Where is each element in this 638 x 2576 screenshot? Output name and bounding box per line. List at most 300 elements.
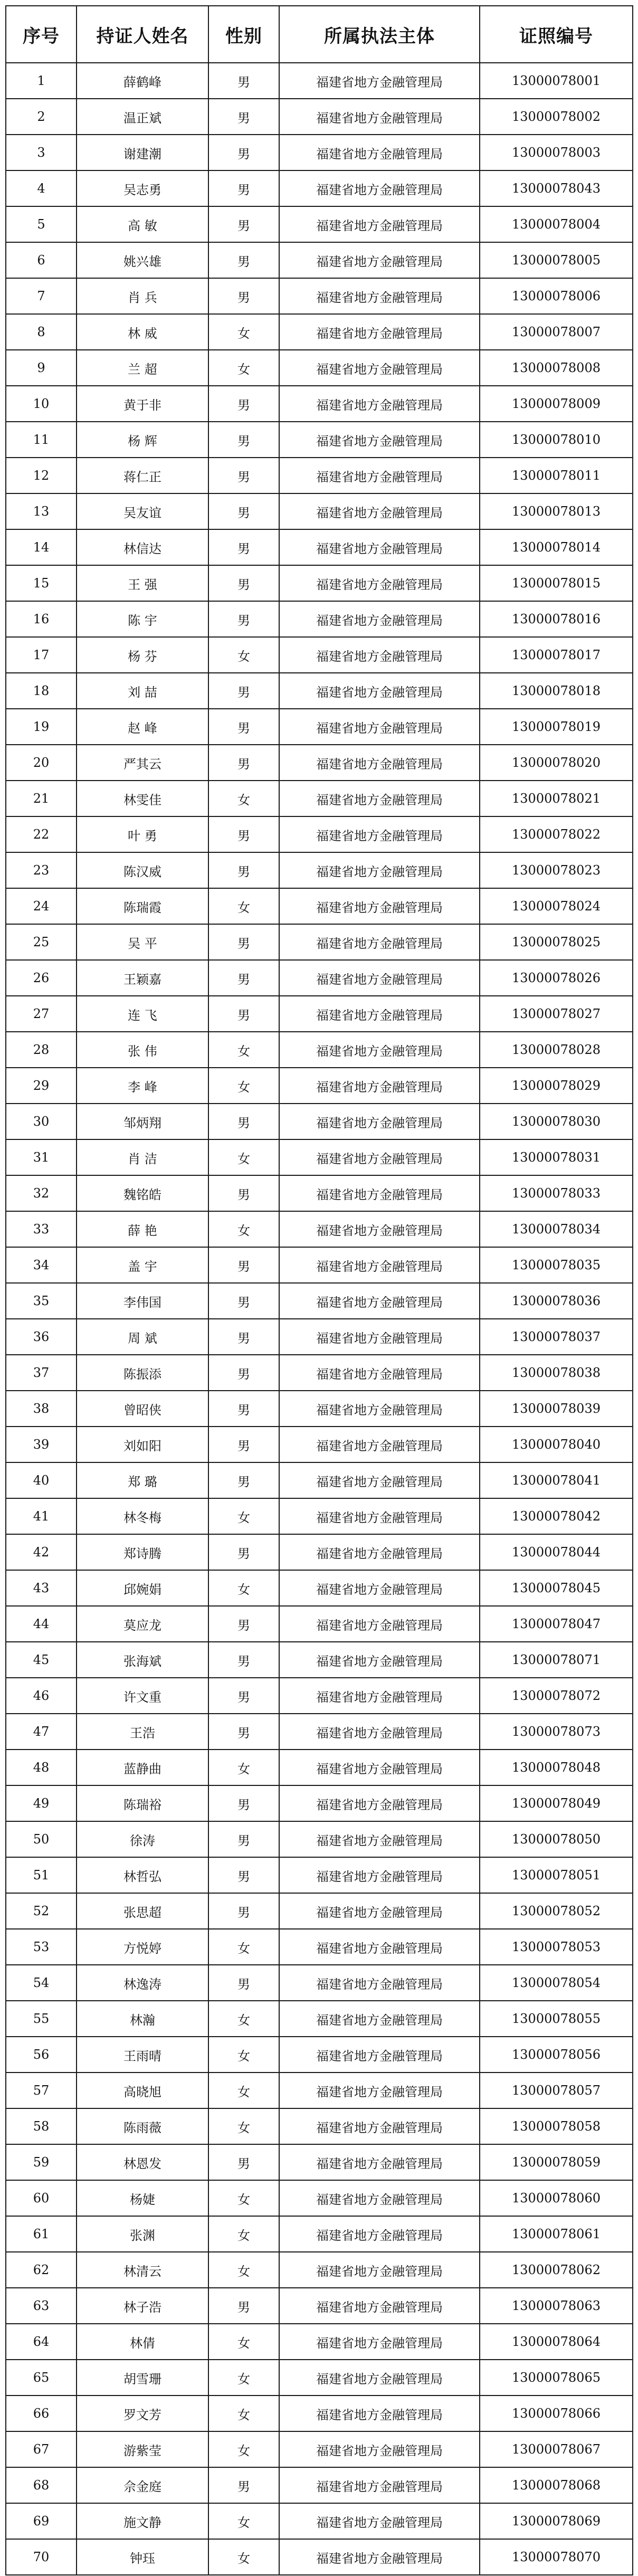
cell-certificate-number: 13000078038 bbox=[480, 1355, 633, 1391]
cell-holder-name: 林清云 bbox=[77, 2252, 208, 2288]
table-row bbox=[6, 1104, 633, 1139]
cell-serial-number: 21 bbox=[6, 781, 77, 816]
table-row bbox=[6, 565, 633, 601]
cell-gender: 男 bbox=[208, 1785, 279, 1821]
cell-holder-name: 胡雪珊 bbox=[77, 2360, 208, 2396]
cell-gender: 女 bbox=[208, 1139, 279, 1175]
cell-enforcement-body: 福建省地方金融管理局 bbox=[279, 1427, 480, 1462]
cell-serial-number: 35 bbox=[6, 1283, 77, 1319]
cell-certificate-number: 13000078068 bbox=[480, 2467, 633, 2503]
cell-certificate-number: 13000078047 bbox=[480, 1606, 633, 1642]
document-page bbox=[5, 5, 632, 2575]
cell-holder-name: 盖 宇 bbox=[77, 1247, 208, 1283]
cell-gender: 女 bbox=[208, 781, 279, 816]
cell-holder-name: 李 峰 bbox=[77, 1068, 208, 1104]
cell-holder-name: 刘 喆 bbox=[77, 673, 208, 709]
cell-serial-number: 70 bbox=[6, 2539, 77, 2575]
cell-gender: 男 bbox=[208, 1857, 279, 1893]
cell-certificate-number: 13000078054 bbox=[480, 1965, 633, 2001]
cell-certificate-number: 13000078007 bbox=[480, 314, 633, 350]
cell-certificate-number: 13000078001 bbox=[480, 63, 633, 99]
cell-certificate-number: 13000078065 bbox=[480, 2360, 633, 2396]
table-row bbox=[6, 2288, 633, 2324]
cell-gender: 男 bbox=[208, 386, 279, 422]
cell-holder-name: 徐涛 bbox=[77, 1821, 208, 1857]
cell-gender: 女 bbox=[208, 2324, 279, 2360]
cell-gender: 男 bbox=[208, 99, 279, 135]
cell-holder-name: 叶 勇 bbox=[77, 816, 208, 852]
cell-enforcement-body: 福建省地方金融管理局 bbox=[279, 242, 480, 278]
cell-serial-number: 43 bbox=[6, 1570, 77, 1606]
cell-holder-name: 林恩发 bbox=[77, 2144, 208, 2180]
cell-certificate-number: 13000078039 bbox=[480, 1391, 633, 1427]
cell-enforcement-body: 福建省地方金融管理局 bbox=[279, 1606, 480, 1642]
cell-holder-name: 肖 兵 bbox=[77, 278, 208, 314]
cell-enforcement-body: 福建省地方金融管理局 bbox=[279, 745, 480, 781]
cell-serial-number: 13 bbox=[6, 493, 77, 529]
table-row bbox=[6, 2539, 633, 2575]
cell-gender: 男 bbox=[208, 2467, 279, 2503]
cell-gender: 男 bbox=[208, 206, 279, 242]
cell-enforcement-body: 福建省地方金融管理局 bbox=[279, 1785, 480, 1821]
table-row bbox=[6, 781, 633, 816]
cell-holder-name: 谢建潮 bbox=[77, 135, 208, 170]
cell-holder-name: 张海斌 bbox=[77, 1642, 208, 1678]
table-row bbox=[6, 2144, 633, 2180]
table-row bbox=[6, 99, 633, 135]
cell-holder-name: 林 威 bbox=[77, 314, 208, 350]
table-row bbox=[6, 1175, 633, 1211]
table-row bbox=[6, 493, 633, 529]
cell-certificate-number: 13000078045 bbox=[480, 1570, 633, 1606]
cell-enforcement-body: 福建省地方金融管理局 bbox=[279, 1068, 480, 1104]
cell-holder-name: 陈汉威 bbox=[77, 852, 208, 888]
cell-certificate-number: 13000078013 bbox=[480, 493, 633, 529]
cell-holder-name: 钟珏 bbox=[77, 2539, 208, 2575]
cell-certificate-number: 13000078036 bbox=[480, 1283, 633, 1319]
cell-serial-number: 15 bbox=[6, 565, 77, 601]
cell-certificate-number: 13000078003 bbox=[480, 135, 633, 170]
cell-certificate-number: 13000078051 bbox=[480, 1857, 633, 1893]
cell-holder-name: 张思超 bbox=[77, 1893, 208, 1929]
cell-enforcement-body: 福建省地方金融管理局 bbox=[279, 2144, 480, 2180]
cell-gender: 男 bbox=[208, 1175, 279, 1211]
cell-serial-number: 50 bbox=[6, 1821, 77, 1857]
cell-holder-name: 高晓旭 bbox=[77, 2073, 208, 2108]
cell-certificate-number: 13000078070 bbox=[480, 2539, 633, 2575]
cell-serial-number: 61 bbox=[6, 2216, 77, 2252]
cell-enforcement-body: 福建省地方金融管理局 bbox=[279, 1965, 480, 2001]
cell-gender: 男 bbox=[208, 960, 279, 996]
cell-gender: 女 bbox=[208, 1068, 279, 1104]
cell-serial-number: 67 bbox=[6, 2431, 77, 2467]
cell-serial-number: 9 bbox=[6, 350, 77, 386]
cell-gender: 男 bbox=[208, 996, 279, 1032]
cell-enforcement-body: 福建省地方金融管理局 bbox=[279, 206, 480, 242]
cell-gender: 男 bbox=[208, 529, 279, 565]
cell-serial-number: 19 bbox=[6, 709, 77, 745]
cell-gender: 男 bbox=[208, 2144, 279, 2180]
cell-certificate-number: 13000078048 bbox=[480, 1750, 633, 1785]
cell-gender: 女 bbox=[208, 2360, 279, 2396]
cell-gender: 女 bbox=[208, 1498, 279, 1534]
table-row bbox=[6, 996, 633, 1032]
cell-enforcement-body: 福建省地方金融管理局 bbox=[279, 2180, 480, 2216]
cell-gender: 男 bbox=[208, 1678, 279, 1714]
cell-holder-name: 王浩 bbox=[77, 1714, 208, 1750]
table-row bbox=[6, 2431, 633, 2467]
cell-holder-name: 赵 峰 bbox=[77, 709, 208, 745]
cell-certificate-number: 13000078072 bbox=[480, 1678, 633, 1714]
cell-enforcement-body: 福建省地方金融管理局 bbox=[279, 816, 480, 852]
cell-serial-number: 38 bbox=[6, 1391, 77, 1427]
cell-enforcement-body: 福建省地方金融管理局 bbox=[279, 1391, 480, 1427]
cell-gender: 男 bbox=[208, 1462, 279, 1498]
cell-gender: 男 bbox=[208, 601, 279, 637]
cell-enforcement-body: 福建省地方金融管理局 bbox=[279, 2396, 480, 2431]
cell-serial-number: 51 bbox=[6, 1857, 77, 1893]
cell-enforcement-body: 福建省地方金融管理局 bbox=[279, 1929, 480, 1965]
table-row bbox=[6, 2001, 633, 2037]
cell-certificate-number: 13000078008 bbox=[480, 350, 633, 386]
cell-gender: 男 bbox=[208, 493, 279, 529]
cell-enforcement-body: 福建省地方金融管理局 bbox=[279, 386, 480, 422]
cell-serial-number: 22 bbox=[6, 816, 77, 852]
cell-holder-name: 林冬梅 bbox=[77, 1498, 208, 1534]
cell-gender: 女 bbox=[208, 2108, 279, 2144]
cell-holder-name: 黄于非 bbox=[77, 386, 208, 422]
cell-gender: 女 bbox=[208, 1032, 279, 1068]
cell-certificate-number: 13000078030 bbox=[480, 1104, 633, 1139]
cell-gender: 男 bbox=[208, 422, 279, 458]
cell-certificate-number: 13000078040 bbox=[480, 1427, 633, 1462]
table-row bbox=[6, 1068, 633, 1104]
table-row bbox=[6, 1606, 633, 1642]
table-row bbox=[6, 1893, 633, 1929]
cell-serial-number: 57 bbox=[6, 2073, 77, 2108]
cell-certificate-number: 13000078006 bbox=[480, 278, 633, 314]
cell-certificate-number: 13000078069 bbox=[480, 2503, 633, 2539]
table-row bbox=[6, 1570, 633, 1606]
cell-certificate-number: 13000078027 bbox=[480, 996, 633, 1032]
cell-holder-name: 林雯佳 bbox=[77, 781, 208, 816]
cell-gender: 女 bbox=[208, 888, 279, 924]
table-row bbox=[6, 386, 633, 422]
cell-certificate-number: 13000078053 bbox=[480, 1929, 633, 1965]
cell-gender: 男 bbox=[208, 1893, 279, 1929]
cell-holder-name: 兰 超 bbox=[77, 350, 208, 386]
cell-serial-number: 10 bbox=[6, 386, 77, 422]
cell-holder-name: 曾昭侠 bbox=[77, 1391, 208, 1427]
cell-holder-name: 吴 平 bbox=[77, 924, 208, 960]
cell-holder-name: 陈雨薇 bbox=[77, 2108, 208, 2144]
cell-enforcement-body: 福建省地方金融管理局 bbox=[279, 314, 480, 350]
header-enforcement-body: 所属执法主体 bbox=[279, 6, 480, 63]
cell-certificate-number: 13000078009 bbox=[480, 386, 633, 422]
cell-certificate-number: 13000078023 bbox=[480, 852, 633, 888]
table-row bbox=[6, 170, 633, 206]
header-row bbox=[6, 6, 633, 63]
cell-serial-number: 64 bbox=[6, 2324, 77, 2360]
cell-serial-number: 5 bbox=[6, 206, 77, 242]
cell-enforcement-body: 福建省地方金融管理局 bbox=[279, 637, 480, 673]
cell-holder-name: 许文重 bbox=[77, 1678, 208, 1714]
cell-serial-number: 59 bbox=[6, 2144, 77, 2180]
cell-enforcement-body: 福建省地方金融管理局 bbox=[279, 2216, 480, 2252]
cell-holder-name: 薛 艳 bbox=[77, 1211, 208, 1247]
table-row bbox=[6, 637, 633, 673]
cell-serial-number: 27 bbox=[6, 996, 77, 1032]
cell-serial-number: 2 bbox=[6, 99, 77, 135]
cell-enforcement-body: 福建省地方金融管理局 bbox=[279, 99, 480, 135]
table-row bbox=[6, 1785, 633, 1821]
cell-enforcement-body: 福建省地方金融管理局 bbox=[279, 565, 480, 601]
cell-enforcement-body: 福建省地方金融管理局 bbox=[279, 278, 480, 314]
cell-enforcement-body: 福建省地方金融管理局 bbox=[279, 1821, 480, 1857]
cell-enforcement-body: 福建省地方金融管理局 bbox=[279, 852, 480, 888]
cell-gender: 女 bbox=[208, 350, 279, 386]
table-row bbox=[6, 2216, 633, 2252]
cell-serial-number: 36 bbox=[6, 1319, 77, 1355]
certificate-holders-table bbox=[5, 5, 633, 2575]
cell-certificate-number: 13000078049 bbox=[480, 1785, 633, 1821]
header-holder-name: 持证人姓名 bbox=[77, 6, 208, 63]
cell-holder-name: 林瀚 bbox=[77, 2001, 208, 2037]
table-row bbox=[6, 2180, 633, 2216]
cell-certificate-number: 13000078010 bbox=[480, 422, 633, 458]
table-row bbox=[6, 1283, 633, 1319]
table-row bbox=[6, 314, 633, 350]
cell-serial-number: 69 bbox=[6, 2503, 77, 2539]
cell-enforcement-body: 福建省地方金融管理局 bbox=[279, 1714, 480, 1750]
cell-certificate-number: 13000078020 bbox=[480, 745, 633, 781]
cell-gender: 男 bbox=[208, 1714, 279, 1750]
table-row bbox=[6, 1965, 633, 2001]
cell-gender: 男 bbox=[208, 1642, 279, 1678]
cell-serial-number: 65 bbox=[6, 2360, 77, 2396]
cell-enforcement-body: 福建省地方金融管理局 bbox=[279, 1211, 480, 1247]
cell-enforcement-body: 福建省地方金融管理局 bbox=[279, 1678, 480, 1714]
cell-certificate-number: 13000078035 bbox=[480, 1247, 633, 1283]
cell-enforcement-body: 福建省地方金融管理局 bbox=[279, 2539, 480, 2575]
cell-enforcement-body: 福建省地方金融管理局 bbox=[279, 2503, 480, 2539]
cell-enforcement-body: 福建省地方金融管理局 bbox=[279, 1319, 480, 1355]
cell-gender: 男 bbox=[208, 170, 279, 206]
header-certificate-number: 证照编号 bbox=[480, 6, 633, 63]
table-row bbox=[6, 1355, 633, 1391]
cell-enforcement-body: 福建省地方金融管理局 bbox=[279, 2360, 480, 2396]
cell-holder-name: 王颖嘉 bbox=[77, 960, 208, 996]
table-row bbox=[6, 924, 633, 960]
table-row bbox=[6, 1032, 633, 1068]
cell-certificate-number: 13000078034 bbox=[480, 1211, 633, 1247]
cell-serial-number: 6 bbox=[6, 242, 77, 278]
cell-enforcement-body: 福建省地方金融管理局 bbox=[279, 1750, 480, 1785]
cell-holder-name: 蓝静曲 bbox=[77, 1750, 208, 1785]
cell-serial-number: 17 bbox=[6, 637, 77, 673]
cell-holder-name: 张渊 bbox=[77, 2216, 208, 2252]
cell-holder-name: 蒋仁正 bbox=[77, 458, 208, 493]
cell-enforcement-body: 福建省地方金融管理局 bbox=[279, 1462, 480, 1498]
cell-gender: 女 bbox=[208, 2216, 279, 2252]
cell-gender: 男 bbox=[208, 1104, 279, 1139]
cell-certificate-number: 13000078055 bbox=[480, 2001, 633, 2037]
cell-holder-name: 邹炳翔 bbox=[77, 1104, 208, 1139]
cell-enforcement-body: 福建省地方金融管理局 bbox=[279, 2431, 480, 2467]
cell-holder-name: 周 斌 bbox=[77, 1319, 208, 1355]
cell-gender: 男 bbox=[208, 1427, 279, 1462]
cell-enforcement-body: 福建省地方金融管理局 bbox=[279, 960, 480, 996]
cell-serial-number: 24 bbox=[6, 888, 77, 924]
cell-enforcement-body: 福建省地方金融管理局 bbox=[279, 2324, 480, 2360]
table-row bbox=[6, 1391, 633, 1427]
cell-enforcement-body: 福建省地方金融管理局 bbox=[279, 1893, 480, 1929]
table-header bbox=[6, 6, 633, 63]
cell-serial-number: 29 bbox=[6, 1068, 77, 1104]
cell-certificate-number: 13000078059 bbox=[480, 2144, 633, 2180]
cell-certificate-number: 13000078014 bbox=[480, 529, 633, 565]
table-row bbox=[6, 1642, 633, 1678]
cell-serial-number: 44 bbox=[6, 1606, 77, 1642]
cell-enforcement-body: 福建省地方金融管理局 bbox=[279, 350, 480, 386]
table-row bbox=[6, 458, 633, 493]
table-row bbox=[6, 422, 633, 458]
table-row bbox=[6, 63, 633, 99]
cell-serial-number: 54 bbox=[6, 1965, 77, 2001]
cell-holder-name: 施文静 bbox=[77, 2503, 208, 2539]
cell-holder-name: 李伟国 bbox=[77, 1283, 208, 1319]
table-row bbox=[6, 2073, 633, 2108]
cell-serial-number: 16 bbox=[6, 601, 77, 637]
cell-serial-number: 68 bbox=[6, 2467, 77, 2503]
cell-gender: 男 bbox=[208, 745, 279, 781]
cell-serial-number: 33 bbox=[6, 1211, 77, 1247]
cell-gender: 男 bbox=[208, 709, 279, 745]
table-row bbox=[6, 350, 633, 386]
cell-enforcement-body: 福建省地方金融管理局 bbox=[279, 458, 480, 493]
header-serial-number: 序号 bbox=[6, 6, 77, 63]
table-row bbox=[6, 135, 633, 170]
cell-holder-name: 陈 宇 bbox=[77, 601, 208, 637]
cell-certificate-number: 13000078067 bbox=[480, 2431, 633, 2467]
cell-gender: 男 bbox=[208, 2288, 279, 2324]
cell-gender: 女 bbox=[208, 1750, 279, 1785]
cell-enforcement-body: 福建省地方金融管理局 bbox=[279, 1175, 480, 1211]
table-body bbox=[6, 63, 633, 2575]
table-row bbox=[6, 852, 633, 888]
cell-certificate-number: 13000078050 bbox=[480, 1821, 633, 1857]
cell-gender: 女 bbox=[208, 637, 279, 673]
cell-enforcement-body: 福建省地方金融管理局 bbox=[279, 888, 480, 924]
cell-gender: 女 bbox=[208, 2539, 279, 2575]
cell-holder-name: 杨婕 bbox=[77, 2180, 208, 2216]
cell-holder-name: 林子浩 bbox=[77, 2288, 208, 2324]
cell-holder-name: 吴志勇 bbox=[77, 170, 208, 206]
cell-enforcement-body: 福建省地方金融管理局 bbox=[279, 2288, 480, 2324]
cell-holder-name: 薛鹤峰 bbox=[77, 63, 208, 99]
cell-certificate-number: 13000078060 bbox=[480, 2180, 633, 2216]
cell-holder-name: 郑 璐 bbox=[77, 1462, 208, 1498]
cell-gender: 男 bbox=[208, 924, 279, 960]
cell-serial-number: 48 bbox=[6, 1750, 77, 1785]
cell-serial-number: 11 bbox=[6, 422, 77, 458]
cell-gender: 女 bbox=[208, 2001, 279, 2037]
cell-holder-name: 杨 芬 bbox=[77, 637, 208, 673]
cell-holder-name: 陈振添 bbox=[77, 1355, 208, 1391]
cell-certificate-number: 13000078016 bbox=[480, 601, 633, 637]
cell-enforcement-body: 福建省地方金融管理局 bbox=[279, 1104, 480, 1139]
cell-holder-name: 佘金庭 bbox=[77, 2467, 208, 2503]
table-row bbox=[6, 1427, 633, 1462]
cell-enforcement-body: 福建省地方金融管理局 bbox=[279, 1247, 480, 1283]
cell-certificate-number: 13000078031 bbox=[480, 1139, 633, 1175]
cell-serial-number: 34 bbox=[6, 1247, 77, 1283]
cell-serial-number: 52 bbox=[6, 1893, 77, 1929]
cell-serial-number: 63 bbox=[6, 2288, 77, 2324]
cell-gender: 男 bbox=[208, 565, 279, 601]
cell-certificate-number: 13000078058 bbox=[480, 2108, 633, 2144]
cell-enforcement-body: 福建省地方金融管理局 bbox=[279, 1032, 480, 1068]
cell-certificate-number: 13000078005 bbox=[480, 242, 633, 278]
table-row bbox=[6, 2467, 633, 2503]
cell-holder-name: 温正斌 bbox=[77, 99, 208, 135]
table-row bbox=[6, 206, 633, 242]
cell-holder-name: 杨 辉 bbox=[77, 422, 208, 458]
table-row bbox=[6, 2324, 633, 2360]
cell-holder-name: 林逸涛 bbox=[77, 1965, 208, 2001]
cell-holder-name: 林信达 bbox=[77, 529, 208, 565]
cell-serial-number: 62 bbox=[6, 2252, 77, 2288]
cell-certificate-number: 13000078042 bbox=[480, 1498, 633, 1534]
table-row bbox=[6, 2360, 633, 2396]
cell-enforcement-body: 福建省地方金融管理局 bbox=[279, 996, 480, 1032]
cell-serial-number: 26 bbox=[6, 960, 77, 996]
cell-certificate-number: 13000078056 bbox=[480, 2037, 633, 2073]
cell-serial-number: 25 bbox=[6, 924, 77, 960]
cell-certificate-number: 13000078029 bbox=[480, 1068, 633, 1104]
cell-certificate-number: 13000078052 bbox=[480, 1893, 633, 1929]
cell-serial-number: 3 bbox=[6, 135, 77, 170]
table-row bbox=[6, 1821, 633, 1857]
cell-serial-number: 14 bbox=[6, 529, 77, 565]
cell-certificate-number: 13000078024 bbox=[480, 888, 633, 924]
cell-enforcement-body: 福建省地方金融管理局 bbox=[279, 2467, 480, 2503]
cell-holder-name: 邱婉娟 bbox=[77, 1570, 208, 1606]
cell-holder-name: 王雨晴 bbox=[77, 2037, 208, 2073]
cell-gender: 男 bbox=[208, 135, 279, 170]
cell-enforcement-body: 福建省地方金融管理局 bbox=[279, 781, 480, 816]
cell-certificate-number: 13000078044 bbox=[480, 1534, 633, 1570]
cell-serial-number: 30 bbox=[6, 1104, 77, 1139]
table-row bbox=[6, 1534, 633, 1570]
cell-gender: 女 bbox=[208, 2252, 279, 2288]
table-row bbox=[6, 1462, 633, 1498]
cell-serial-number: 42 bbox=[6, 1534, 77, 1570]
cell-serial-number: 4 bbox=[6, 170, 77, 206]
cell-enforcement-body: 福建省地方金融管理局 bbox=[279, 1642, 480, 1678]
cell-certificate-number: 13000078019 bbox=[480, 709, 633, 745]
cell-certificate-number: 13000078033 bbox=[480, 1175, 633, 1211]
cell-gender: 女 bbox=[208, 2037, 279, 2073]
cell-enforcement-body: 福建省地方金融管理局 bbox=[279, 1570, 480, 1606]
cell-certificate-number: 13000078057 bbox=[480, 2073, 633, 2108]
table-row bbox=[6, 1678, 633, 1714]
cell-certificate-number: 13000078063 bbox=[480, 2288, 633, 2324]
table-row bbox=[6, 673, 633, 709]
header-gender: 性别 bbox=[208, 6, 279, 63]
cell-serial-number: 41 bbox=[6, 1498, 77, 1534]
table-row bbox=[6, 278, 633, 314]
